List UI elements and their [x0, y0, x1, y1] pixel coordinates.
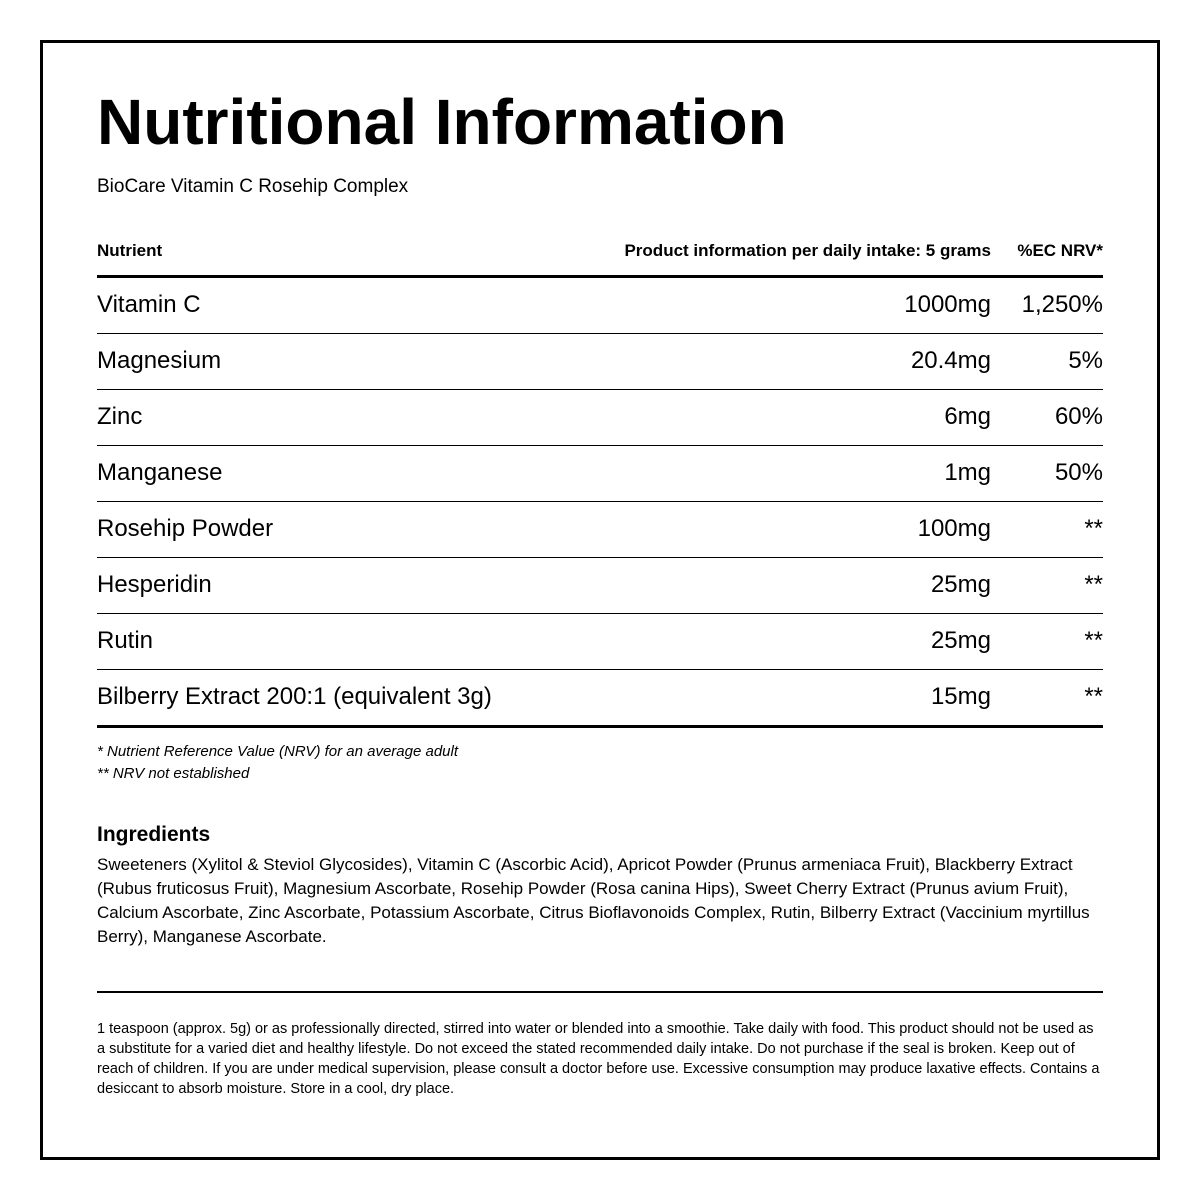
table-row [97, 502, 1103, 558]
nutrient-nrv: 60% [1054, 403, 1103, 430]
table-row [97, 670, 1103, 728]
footnotes [97, 741, 458, 785]
table-header [97, 236, 1103, 278]
nutrient-amount: 25mg [930, 571, 991, 598]
nutrient-name: Vitamin C [97, 291, 201, 318]
directions-text: 1 teaspoon (approx. 5g) or as professionally directed, stirred into water or blended into a smoothie. Take daily with food. This product should not be used as a substitute for a varied diet and healthy lifestyle. Do not exceed the stated recommended daily intake. Do not purchase if the seal is broken. Keep out of reach of children. If you are under medical supervision, please consult a doctor before use. Excessive consumption may produce laxative effects. Contains a desiccant to absorb moisture. Store in a cool, dry place. [97, 1021, 1100, 1097]
nutrient-name: Hesperidin [97, 571, 212, 598]
nutrient-name: Rutin [97, 627, 154, 654]
table-row [97, 334, 1103, 390]
header-nrv: %EC NRV* [1017, 241, 1103, 260]
nutrient-amount: 20.4mg [910, 347, 991, 374]
nutrient-name: Magnesium [97, 347, 222, 374]
nutrient-name: Manganese [97, 459, 223, 486]
nutrient-name: Zinc [97, 403, 143, 430]
header-nutrient: Nutrient [97, 241, 163, 260]
table-row [97, 558, 1103, 614]
nutrient-amount: 25mg [930, 627, 991, 654]
section-divider [97, 991, 1103, 993]
table-row [97, 278, 1103, 334]
table-row [97, 614, 1103, 670]
nutrient-amount: 15mg [930, 683, 991, 710]
nutrition-table [97, 236, 1103, 728]
footnote-nrv: * Nutrient Reference Value (NRV) for an average adult [97, 743, 459, 760]
nutrient-amount: 100mg [917, 515, 991, 542]
nutrient-nrv: ** [1084, 571, 1103, 598]
nutrient-amount: 1mg [944, 459, 991, 486]
ingredients-text: Sweeteners (Xylitol & Steviol Glycosides), Vitamin C (Ascorbic Acid), Apricot Powder (Prunus armeniaca Fruit), Blackberry Extract (Rubus fruticosus Fruit), Magnesium Ascorbate, Rosehip Powder (Rosa canina Hips), Sweet Cherry Extract (Prunus avium Fruit), Calcium Ascorbate, Zinc Ascorbate, Potassium Ascorbate, Citrus Bioflavonoids Complex, Rutin, Bilberry Extract (Vaccinium myrtillus Berry), Manganese Ascorbate. [97, 855, 1090, 946]
page-title: Nutritional Information [97, 86, 787, 158]
footnote-not-established: ** NRV not established [97, 765, 250, 782]
nutrient-nrv: 50% [1054, 459, 1103, 486]
nutrient-nrv: 1,250% [1021, 291, 1103, 318]
nutrient-nrv: ** [1084, 683, 1103, 710]
nutrient-name: Rosehip Powder [97, 515, 274, 542]
nutrient-name: Bilberry Extract 200:1 (equivalent 3g) [97, 683, 492, 710]
product-name: BioCare Vitamin C Rosehip Complex [97, 176, 409, 197]
nutrient-amount: 1000mg [904, 291, 991, 318]
nutrient-nrv: ** [1084, 515, 1103, 542]
table-row [97, 446, 1103, 502]
header-amount: Product information per daily intake: 5 grams [624, 241, 991, 260]
ingredients-heading: Ingredients [97, 823, 211, 846]
nutrient-amount: 6mg [944, 403, 991, 430]
nutrient-nrv: ** [1084, 627, 1103, 654]
table-row [97, 390, 1103, 446]
nutrient-nrv: 5% [1068, 347, 1103, 374]
